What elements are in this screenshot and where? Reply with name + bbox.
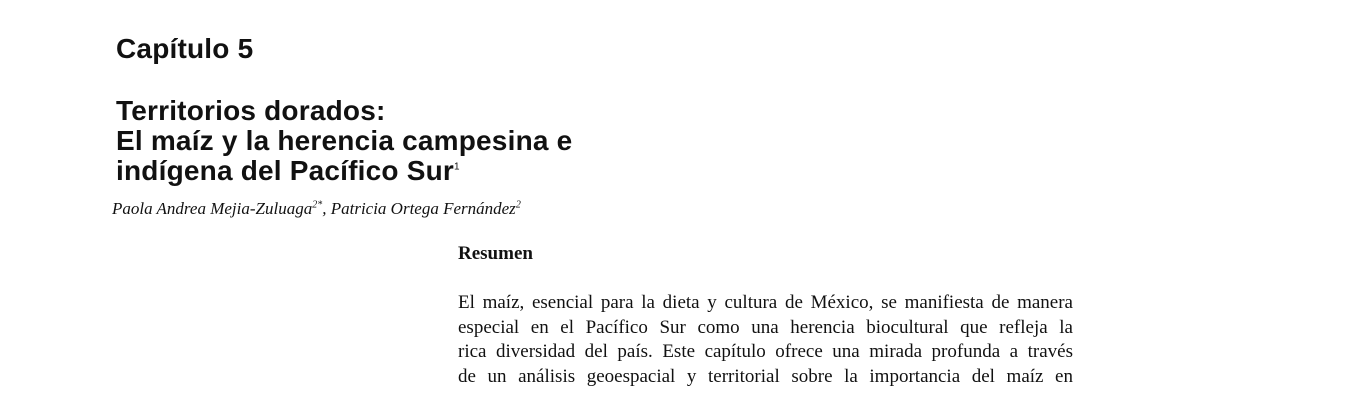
abstract-line-2: especial en el Pacífico Sur como una herencia biocultural que refleja la	[458, 316, 1073, 338]
author-2-affiliation-mark: 2	[515, 199, 521, 211]
author-1-name: Paola Andrea Mejia-Zuluaga	[112, 199, 313, 218]
abstract-heading: Resumen	[458, 243, 533, 264]
author-separator: ,	[322, 199, 331, 218]
title-line-2: El maíz y la herencia campesina e	[116, 125, 573, 156]
chapter-title	[116, 96, 572, 186]
title-line-3-text: indígena del Pacífico Sur	[116, 155, 454, 186]
author-list	[112, 198, 521, 220]
abstract-line-1: El maíz, esencial para la dieta y cultura de México, se manifiesta de manera	[458, 292, 1073, 313]
title-footnote-mark: 1	[453, 161, 460, 173]
abstract-line-4: de un análisis geoespacial y territorial sobre la importancia del maíz en	[458, 365, 1073, 387]
abstract-line-3: rica diversidad del país. Este capítulo ofrece una mirada profunda a través	[458, 341, 1073, 362]
title-line-3	[116, 156, 572, 186]
chapter-label: Capítulo 5	[116, 33, 254, 64]
author-1-affiliation-mark: 2*	[312, 199, 323, 211]
title-line-1: Territorios dorados:	[116, 95, 386, 126]
abstract-body	[458, 291, 1073, 389]
author-2-name: Patricia Ortega Fernández	[330, 199, 516, 218]
